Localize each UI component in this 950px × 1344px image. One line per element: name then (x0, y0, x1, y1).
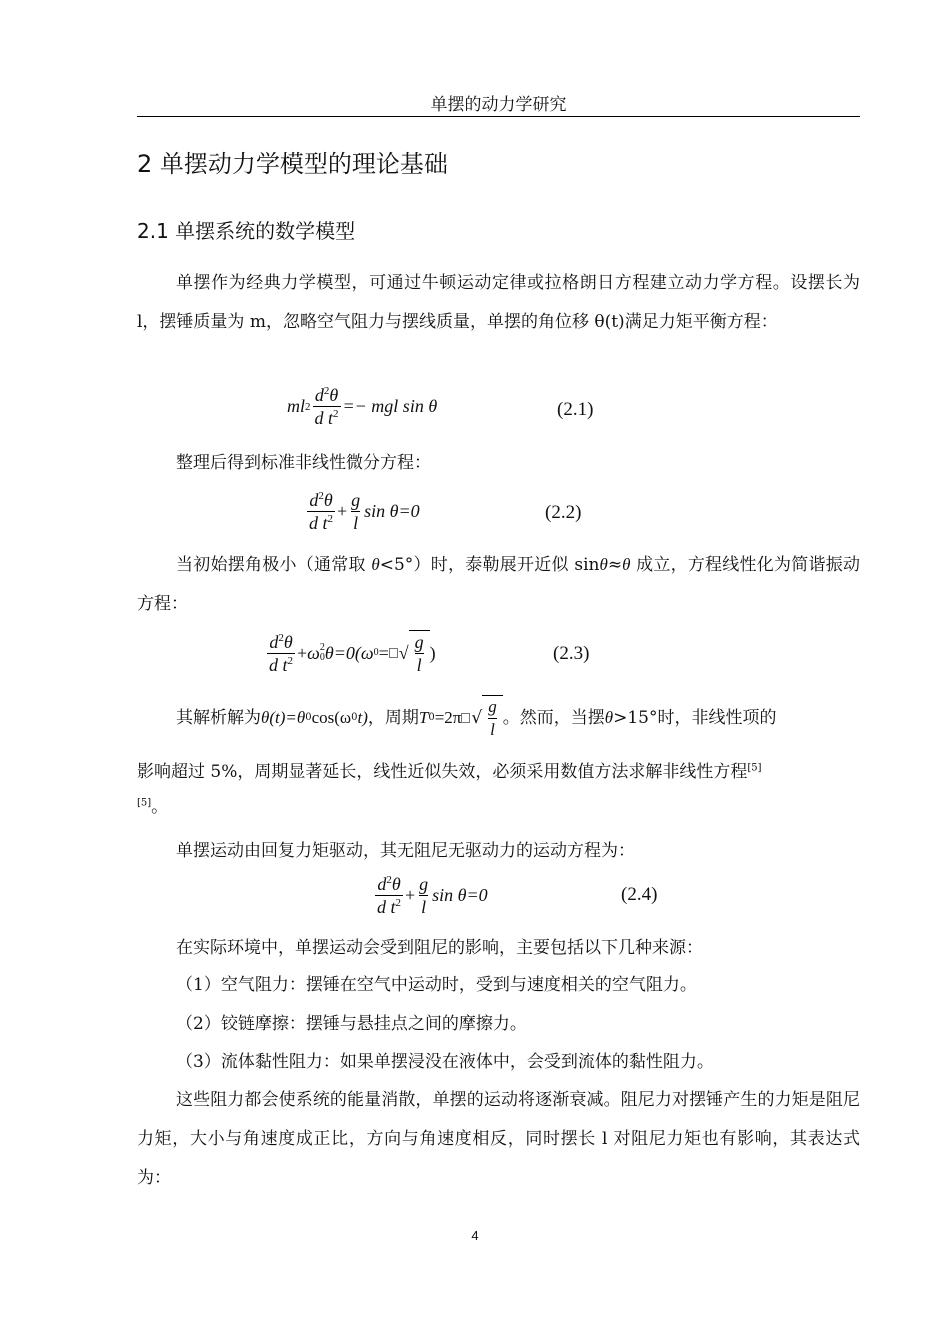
list-item-2: （2）铰链摩擦：摆锤与悬挂点之间的摩擦力。 (176, 1014, 527, 1034)
equation-number-2-3: (2.3) (553, 643, 590, 664)
paragraph-8: 这些阻力都会使系统的能量消散，单摆的运动将逐渐衰减。阻尼力对摆锤产生的力矩是阻尼力矩，大小与角速度成正比，方向与角速度相反，同时摆长 l 对阻尼力矩也有影响，其表达式为： (137, 1090, 860, 1188)
equation-number-2-2: (2.2) (545, 502, 582, 523)
equation-number-2-1: (2.1) (557, 399, 594, 420)
equation-number-2-4: (2.4) (621, 884, 658, 905)
equation-2-1: ml 2 $\frac{d^2\theta}{d t^2}$ =− mgl sin θ (287, 385, 438, 428)
paragraph-1: 单摆作为经典力学模型，可通过牛顿运动定律或拉格朗日方程建立动力学方程。设摆长为 l，摆锤质量为 m，忽略空气阻力与摆线质量，单摆的角位移 θ(t)满足力矩平衡方程： (137, 273, 860, 332)
list-item-3: （3）流体黏性阻力：如果单摆浸没在液体中，会受到流体的黏性阻力。 (176, 1052, 714, 1072)
paragraph-6: 单摆运动由回复力矩驱动，其无阻尼无驱动力的运动方程为： (176, 841, 635, 861)
running-header: 单摆的动力学研究 (430, 95, 567, 115)
section-heading: 2.1 单摆系统的数学模型 (137, 219, 356, 243)
paragraph-7: 在实际环境中，单摆运动会受到阻尼的影响，主要包括以下几种来源： (176, 938, 703, 958)
paragraph-5: 影响超过 5%，周期显著延长，线性近似失效，必须采用数值方法求解非线性方程[5] (137, 762, 762, 782)
paragraph-5-ref: [5]。 (137, 797, 169, 817)
header-rule (137, 116, 860, 117)
equation-2-3: $\frac{d^2\theta}{d t^2}$ + ω 2 0 θ=0( ω 0 = √ $\frac{g}{l}$ ) (269, 631, 436, 675)
paragraph-3: 当初始摆角极小（通常取 θ<5°）时，泰勒展开近似 sinθ≈θ 成立，方程线性化为简谐振动方程： (137, 555, 861, 614)
chapter-heading: 2 单摆动力学模型的理论基础 (137, 150, 448, 178)
paragraph-4: 其解析解为 θ(t)=θ 0 cos(ω 0 t) ，周期 T 0 =2π √ $\frac{g}{l}$ 。然而，当摆 θ >15°时，非线性项的 (176, 697, 777, 739)
page-number: 4 (471, 1228, 479, 1243)
equation-2-4: $\frac{d^2\theta}{d t^2}$ + $\frac{g}{l}$ sin θ=0 (377, 874, 488, 917)
list-item-1: （1）空气阻力：摆锤在空气中运动时，受到与速度相关的空气阻力。 (176, 975, 697, 995)
equation-2-2: $\frac{d^2\theta}{d t^2}$ + $\frac{g}{l}$ sin θ=0 (309, 490, 420, 533)
paragraph-2: 整理后得到标准非线性微分方程： (176, 453, 431, 473)
